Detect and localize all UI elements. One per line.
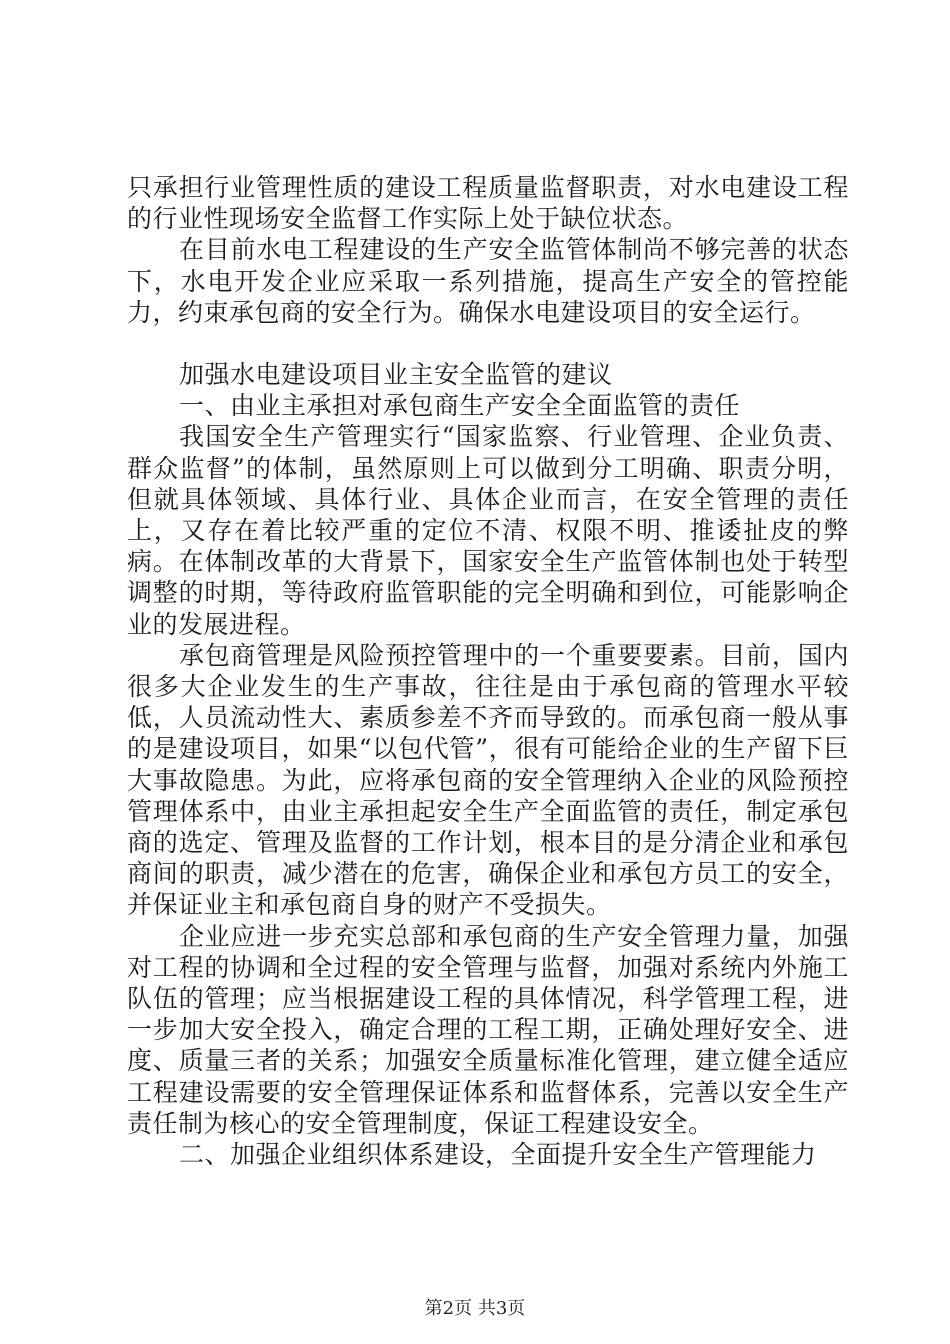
body-paragraph-1: 我国安全生产管理实行“国家监察、行业管理、企业负责、群众监督”的体制，虽然原则上可以做到分工明确、职责分明，但就具体领域、具体行业、具体企业而言，在安全管理的责任上，又存在着比较严重的定位不清、权限不明、推诿扯皮的弊病。在体制改革的大背景下，国家安全生产监管体制也处于转型调整的时期，等待政府监管职能的完全明确和到位，可能影响企业的发展进程。 bbox=[127, 422, 849, 639]
page-number-footer: 第2页 共3页 bbox=[424, 1298, 526, 1319]
body-paragraph-2: 承包商管理是风险预控管理中的一个重要要素。目前，国内很多大企业发生的生产事故，往往是由于承包商的管理水平较低，人员流动性大、素质参差不齐而导致的。而承包商一般从事的是建设项目，如果“以包代管”，很有可能给企业的生产留下巨大事故隐患。为此，应将承包商的安全管理纳入企业的风险预控管理体系中，由业主承担起安全生产全面监管的责任，制定承包商的选定、管理及监督的工作计划，根本目的是分清企业和承包商间的职责，减少潜在的危害，确保企业和承包方员工的安全，并保证业主和承包商自身的财产不受损失。 bbox=[127, 640, 849, 920]
subheading-2: 二、加强企业组织体系建设，全面提升安全生产管理能力 bbox=[179, 1140, 817, 1170]
paragraph-gap bbox=[127, 328, 849, 359]
body-paragraph-3: 企业应进一步充实总部和承包商的生产安全管理力量，加强对工程的协调和全过程的安全管理与监督，加强对系统内外施工队伍的管理；应当根据建设工程的具体情况，科学管理工程，进一步加大安全投入，确定合理的工程工期，正确处理好安全、进度、质量三者的关系；加强安全质量标准化管理，建立健全适应工程建设需要的安全管理保证体系和监督体系，完善以安全生产责任制为核心的安全管理制度，保证工程建设安全。 bbox=[127, 921, 849, 1138]
paragraph-intro: 在目前水电工程建设的生产安全监管体制尚不够完善的状态下，水电开发企业应采取一系列措施，提高生产安全的管控能力，约束承包商的安全行为。确保水电建设项目的安全运行。 bbox=[127, 235, 849, 327]
paragraph-continuation: 只承担行业管理性质的建设工程质量监督职责，对水电建设工程的行业性现场安全监督工作实际上处于缺位状态。 bbox=[127, 173, 849, 234]
section-title: 加强水电建设项目业主安全监管的建议 bbox=[179, 360, 613, 390]
subheading-1: 一、由业主承担对承包商生产安全全面监管的责任 bbox=[179, 391, 741, 421]
document-body bbox=[127, 172, 849, 1170]
